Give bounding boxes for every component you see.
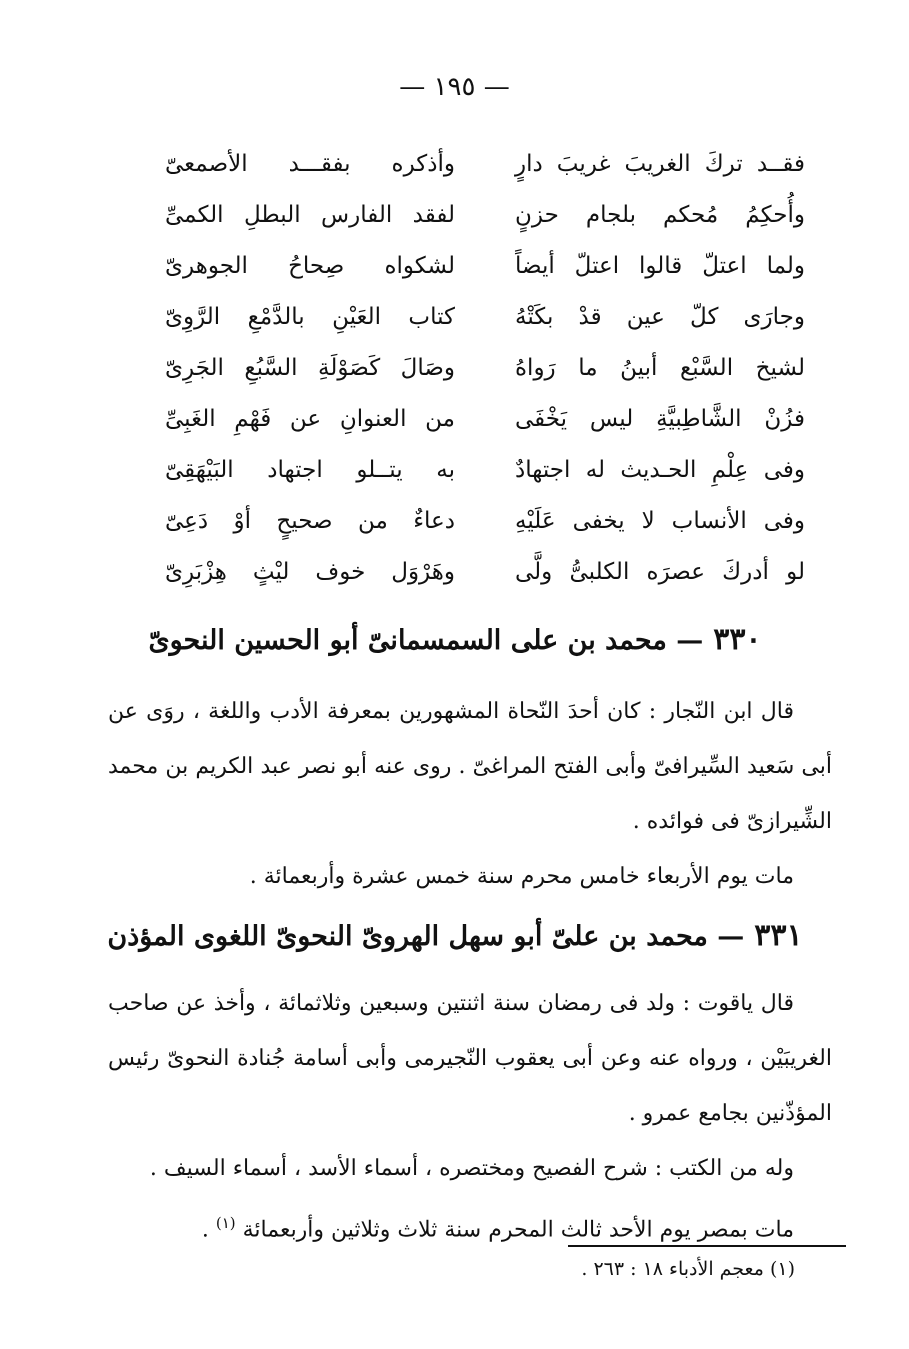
poem-verse <box>165 546 805 597</box>
entry-331-paragraph: قال ياقوت : ولد فى رمضان سنة اثنتين وسبعين وثلاثمائة ، وأخذ عن صاحب الغريبَيْن ، ورواه عنه وعن أبى يعقوب النّجيرمى وأبى أسامة جُنادة النحوىّ رئيس المؤذّنين بجامع عمرو . <box>108 991 832 1126</box>
entry-330-title: — محمد بن على السمسمانىّ أبو الحسين النحوىّ <box>148 625 704 656</box>
verse-first-hemistich: لو أدركَ عصرَه الكلبىُّ ولَّى <box>515 558 805 585</box>
verse-first-hemistich: وأُحكِمُ مُحكم بلجام حزنٍ <box>515 201 805 228</box>
verse-second-hemistich: من العنوانِ عن فَهْمِ الغَبِىِّ <box>165 405 455 432</box>
poem-verse <box>165 291 805 342</box>
entry-331-heading <box>90 918 820 953</box>
verse-first-hemistich: وفى الأنساب لا يخفى عَلَيْهِ <box>515 507 805 534</box>
poem-verse <box>165 189 805 240</box>
footnote-reference: (١) <box>215 1214 236 1232</box>
verse-second-hemistich: لفقد الفارس البطلِ الكمىِّ <box>165 201 455 228</box>
entry-331-paragraph: وله من الكتب : شرح الفصيح ومختصره ، أسماء الأسد ، أسماء السيف . <box>149 1156 794 1181</box>
verse-first-hemistich: فزُنْ الشَّاطِبيَّةِ ليس يَخْفَى <box>515 405 805 432</box>
verse-second-hemistich: وهَرْوَل خوف ليْثٍ هِزْبَرِىّ <box>165 558 455 585</box>
poem-verse <box>165 393 805 444</box>
entry-330-paragraph: مات يوم الأربعاء خامس محرم سنة خمس عشرة وأربعمائة . <box>249 864 794 889</box>
poem-verse <box>165 138 805 189</box>
poem-verse <box>165 240 805 291</box>
verse-second-hemistich: كتاب العَيْنِ بالدَّمْعِ الرَّوِىّ <box>165 303 455 330</box>
entry-331-death-text: مات بمصر يوم الأحد ثالث المحرم سنة ثلاث وثلاثين وأربعمائة <box>242 1217 794 1243</box>
poem-verse <box>165 444 805 495</box>
entry-330-heading <box>90 622 820 657</box>
verse-second-hemistich: وصَالَ كَصَوْلَةِ السَّبُعِ الجَرِىّ <box>165 354 455 381</box>
entry-331-number: ٣٣١ <box>754 918 803 953</box>
verse-second-hemistich: لشكواه صِحاحُ الجوهرىّ <box>165 252 455 279</box>
poem-verse <box>165 342 805 393</box>
verse-first-hemistich: فقــد تركَ الغريبَ غريبَ دارٍ <box>515 150 805 177</box>
entry-331-body <box>108 976 832 1257</box>
footnote: (١) معجم الأدباء ١٨ : ٢٦٣ . <box>581 1258 795 1280</box>
entry-331-paragraph <box>108 1196 832 1257</box>
verse-second-hemistich: وأذكره بفقـــد الأصمعىّ <box>165 150 455 177</box>
poem-verse <box>165 495 805 546</box>
verse-second-hemistich: دعاءٌ من صحيحٍ أوْ دَعِىّ <box>165 507 455 534</box>
verse-first-hemistich: ولما اعتلّ قالوا اعتلّ أيضاً <box>515 252 805 279</box>
entry-330-number: ٣٣٠ <box>713 622 762 657</box>
page-number: — ١٩٥ — <box>399 72 510 102</box>
verse-first-hemistich: وفى عِلْمِ الحـديث له اجتهادٌ <box>515 456 805 483</box>
sentence-end-mark: . <box>201 1217 216 1243</box>
entry-330-paragraph: قال ابن النّجار : كان أحدَ النّحاة المشهورين بمعرفة الأدب واللغة ، روَى عن أبى سَعيد السِّيرافىّ وأبى الفتح المراغىّ . روى عنه أبو نصر عبد الكريم بن محمد الشِّيرازىّ فى فوائده . <box>108 699 832 834</box>
footnote-separator <box>568 1245 846 1247</box>
verse-second-hemistich: به يتــلو اجتهاد البَيْهَقِىّ <box>165 456 455 483</box>
entry-331-title: — محمد بن علىّ أبو سهل الهروىّ النحوىّ اللغوى المؤذن <box>107 921 745 952</box>
poem <box>165 138 805 597</box>
verse-first-hemistich: وجارَى كلّ عين قدْ بكَتْهُ <box>515 303 805 330</box>
entry-330-body <box>108 684 832 904</box>
verse-first-hemistich: لشيخ السَّبْع أبينُ ما رَواهُ <box>515 354 805 381</box>
